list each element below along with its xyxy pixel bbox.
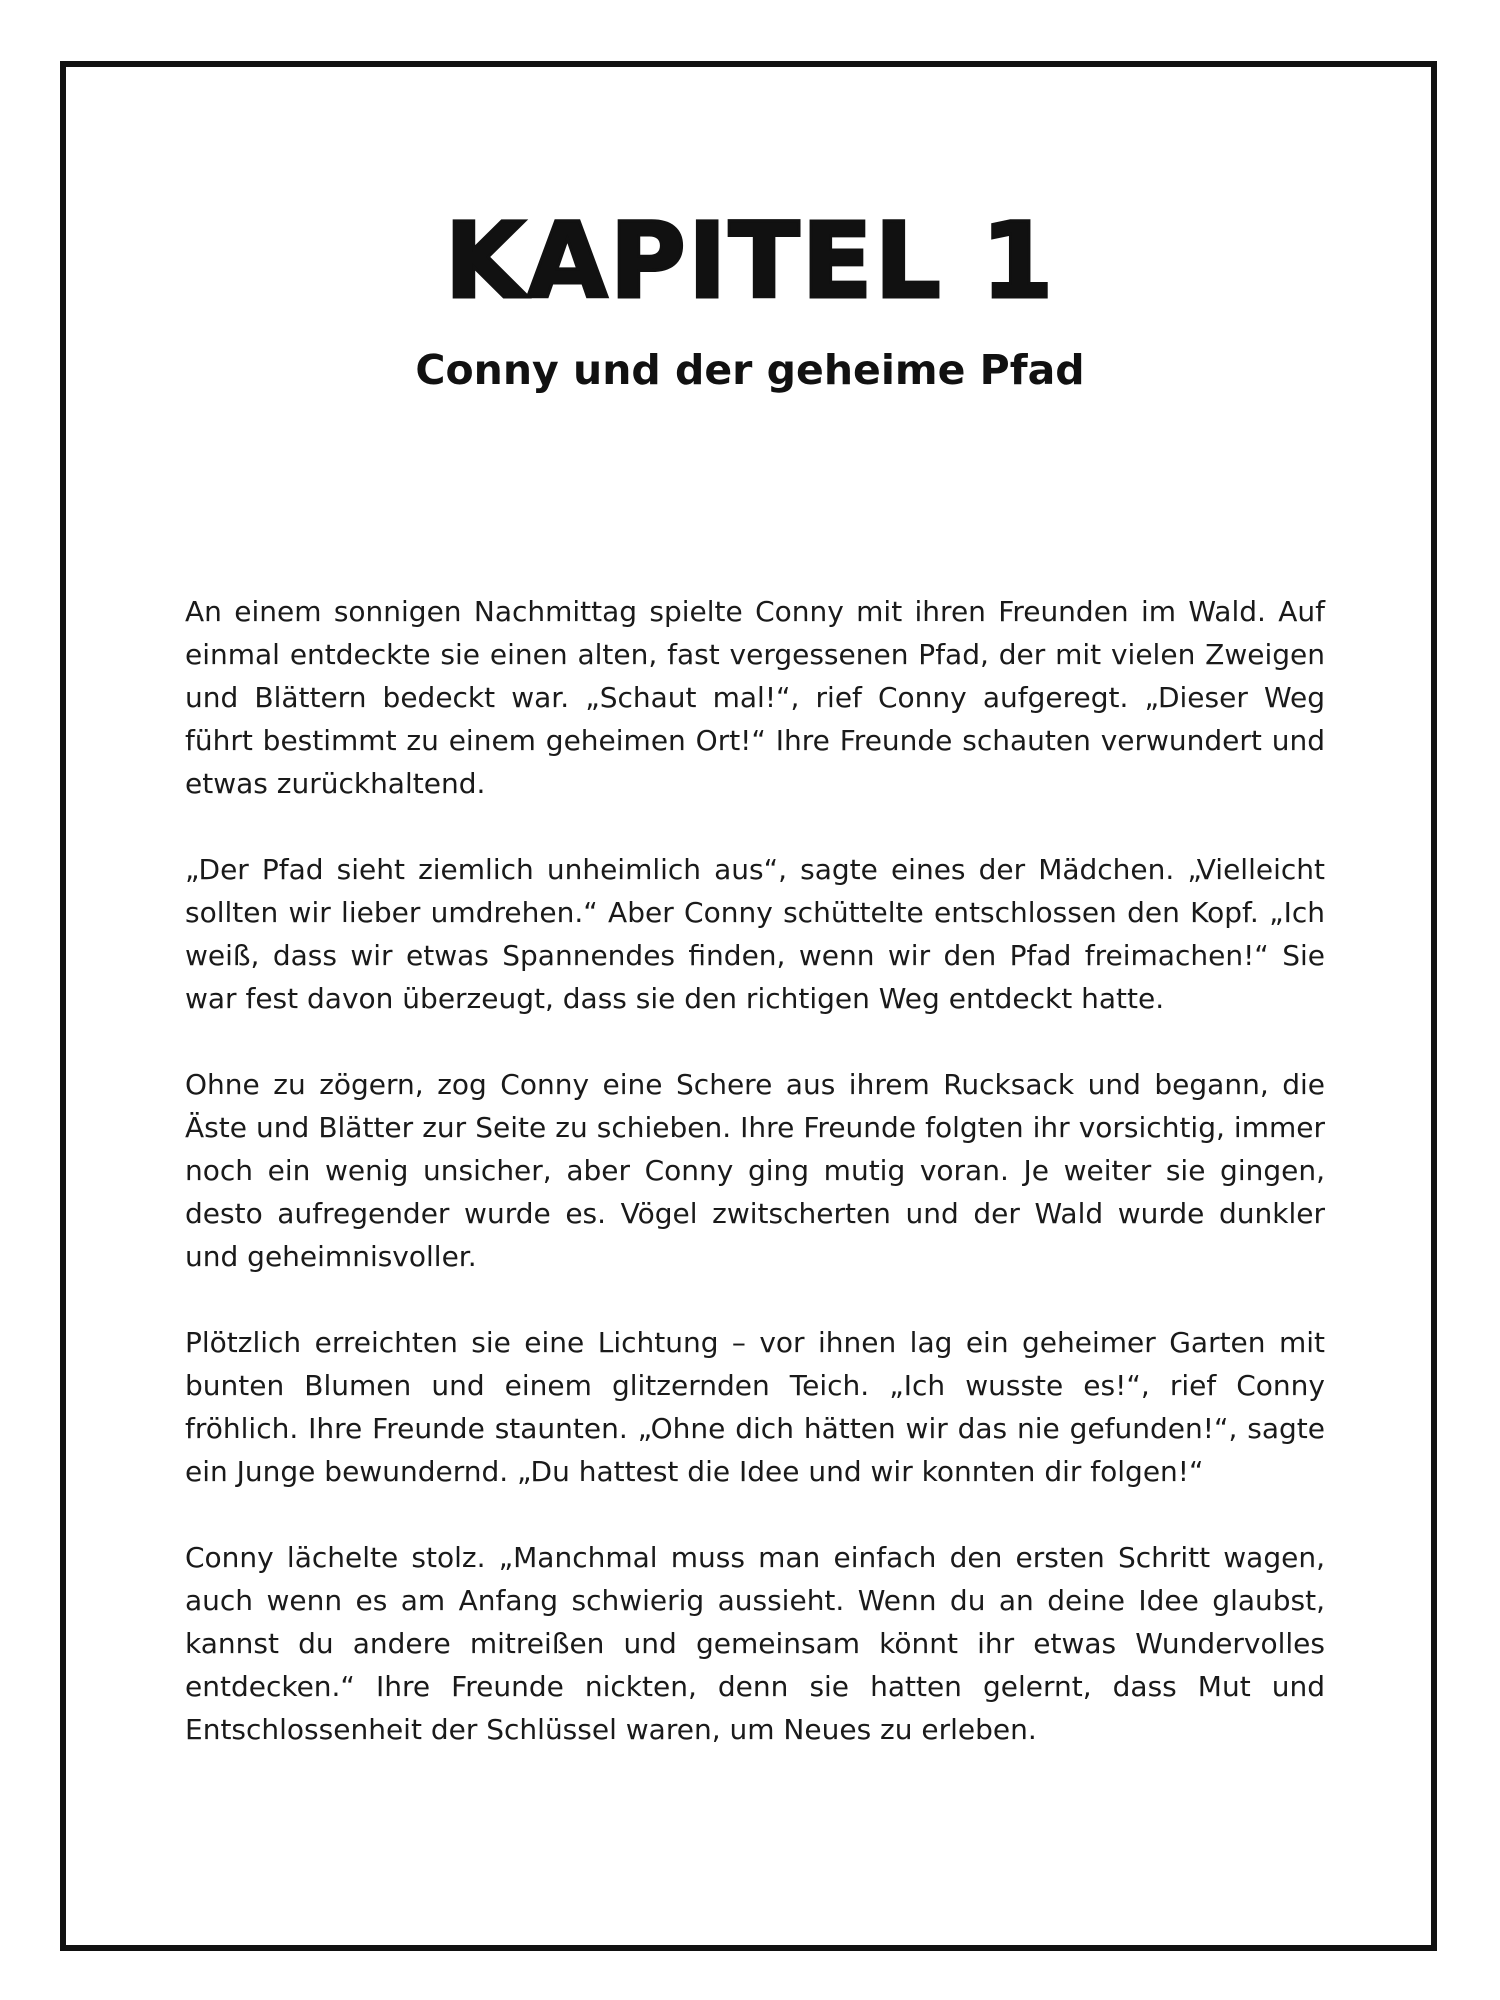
- story-paragraph-3: Ohne zu zögern, zog Conny eine Schere aus ihrem Rucksack und begann, die Äste und Blätter zur Seite zu schieben. Ihre Freunde folgten ihr vorsichtig, immer noch ein wenig unsicher, aber Conny ging mutig voran. Je weiter sie gingen, desto aufregender wurde es. Vögel zwitscherten und der Wald wurde dunkler und geheimnisvoller.: [185, 1068, 1325, 1273]
- story-paragraph-2: „Der Pfad sieht ziemlich unheimlich aus“, sagte eines der Mädchen. „Vielleicht sollten wir lieber umdrehen.“ Aber Conny schüttelte entschlossen den Kopf. „Ich weiß, dass wir etwas Spannendes finden, wenn wir den Pfad freimachen!“ Sie war fest davon überzeugt, dass sie den richtigen Weg entdeckt hatte.: [185, 853, 1325, 1015]
- story-paragraph-1: An einem sonnigen Nachmittag spielte Conny mit ihren Freunden im Wald. Auf einmal entdeckte sie einen alten, fast vergessenen Pfad, der mit vielen Zweigen und Blättern bedeckt war. „Schaut mal!“, rief Conny aufgeregt. „Dieser Weg führt bestimmt zu einem geheimen Ort!“ Ihre Freunde schauten verwundert und etwas zurückhaltend.: [185, 595, 1325, 800]
- story-paragraph-5: Conny lächelte stolz. „Manchmal muss man einfach den ersten Schritt wagen, auch wenn es am Anfang schwierig aussieht. Wenn du an deine Idee glaubst, kannst du andere mitreißen und gemeinsam könnt ihr etwas Wundervolles entdecken.“ Ihre Freunde nickten, denn sie hatten gelernt, dass Mut und Entschlossenheit der Schlüssel waren, um Neues zu erleben.: [185, 1541, 1325, 1746]
- chapter-subtitle: Conny und der geheime Pfad: [415, 346, 1085, 394]
- chapter-title: KAPITEL 1: [444, 200, 1056, 322]
- story-paragraph-4: Plötzlich erreichten sie eine Lichtung – vor ihnen lag ein geheimer Garten mit bunten Blumen und einem glitzernden Teich. „Ich wusste es!“, rief Conny fröhlich. Ihre Freunde staunten. „Ohne dich hätten wir das nie gefunden!“, sagte ein Junge bewundernd. „Du hattest die Idee und wir konnten dir folgen!“: [185, 1326, 1325, 1488]
- story-text: [185, 590, 1325, 1794]
